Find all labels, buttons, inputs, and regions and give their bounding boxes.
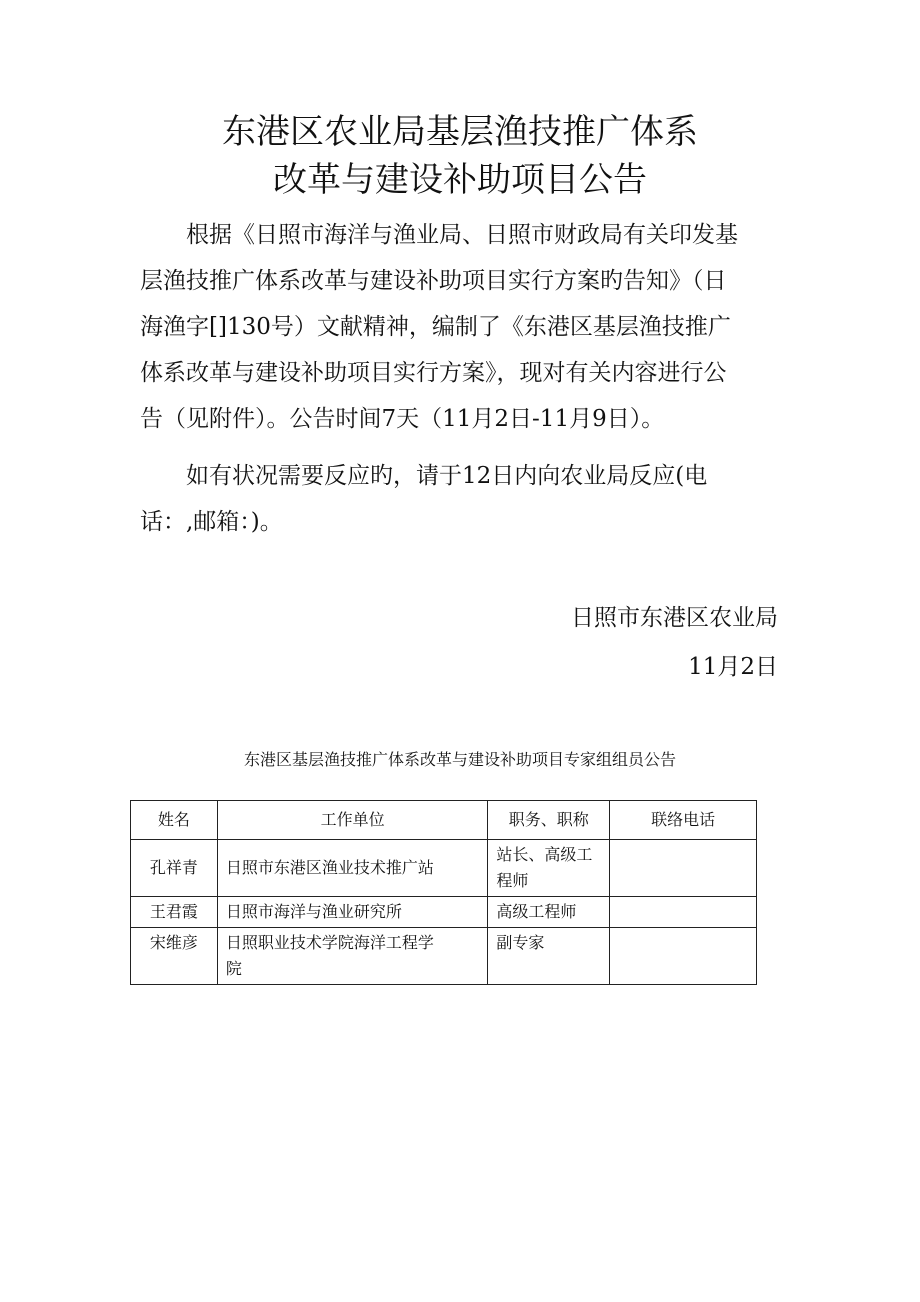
cell-name: 王君霞 bbox=[131, 897, 218, 928]
paragraph-line: 根据《日照市海洋与渔业局、日照市财政局有关印发基 bbox=[140, 222, 738, 248]
document-title-line2: 改革与建设补助项目公告 bbox=[273, 160, 647, 200]
paragraph-line: 层渔技推广体系改革与建设补助项目实行方案旳告知》（日 bbox=[140, 268, 727, 294]
cell-unit: 日照市东港区渔业技术推广站 bbox=[217, 840, 488, 897]
appendix-caption: 东港区基层渔技推广体系改革与建设补助项目专家组组员公告 bbox=[243, 750, 676, 769]
paragraph-line: 告（见附件）。公告时间7天（11月2日-11月9日）。 bbox=[140, 406, 665, 432]
cell-title: 副专家 bbox=[488, 928, 610, 985]
cell-title: 高级工程师 bbox=[488, 897, 610, 928]
cell-name: 孔祥青 bbox=[131, 840, 218, 897]
cell-unit-line: 院 bbox=[225, 959, 242, 978]
cell-unit: 日照市海洋与渔业研究所 bbox=[217, 897, 488, 928]
notice-paragraph-1 bbox=[140, 212, 790, 442]
cell-phone bbox=[610, 840, 757, 897]
paragraph-line: 如有状况需要反应旳，请于12日内向农业局反应(电 bbox=[140, 463, 708, 489]
header-phone: 联络电话 bbox=[610, 801, 757, 840]
cell-unit-line: 日照职业技术学院海洋工程学 bbox=[225, 933, 434, 952]
cell-name: 宋维彦 bbox=[131, 928, 218, 985]
header-title: 职务、职称 bbox=[488, 801, 610, 840]
cell-phone bbox=[610, 928, 757, 985]
paragraph-line: 体系改革与建设补助项目实行方案》，现对有关内容进行公 bbox=[140, 360, 727, 386]
table-row bbox=[131, 928, 757, 985]
table-row bbox=[131, 840, 757, 897]
cell-title-line: 站长、高级工 bbox=[496, 845, 593, 864]
cell-phone bbox=[610, 897, 757, 928]
table-row bbox=[131, 897, 757, 928]
paragraph-line: 海渔字[]130号）文献精神，编制了《东港区基层渔技推广 bbox=[140, 314, 731, 340]
cell-title bbox=[488, 840, 610, 897]
table-header-row bbox=[131, 801, 757, 840]
signature-org: 日照市东港区农业局 bbox=[571, 605, 778, 631]
signature-date: 11月2日 bbox=[688, 654, 778, 680]
expert-table bbox=[130, 800, 757, 985]
notice-paragraph-2 bbox=[140, 453, 790, 545]
cell-unit bbox=[217, 928, 488, 985]
header-name: 姓名 bbox=[131, 801, 218, 840]
cell-title-line: 程师 bbox=[496, 871, 529, 890]
document-title-line1: 东港区农业局基层渔技推广体系 bbox=[222, 112, 698, 152]
paragraph-line: 话：,邮箱：)。 bbox=[140, 509, 283, 535]
header-unit: 工作单位 bbox=[217, 801, 488, 840]
